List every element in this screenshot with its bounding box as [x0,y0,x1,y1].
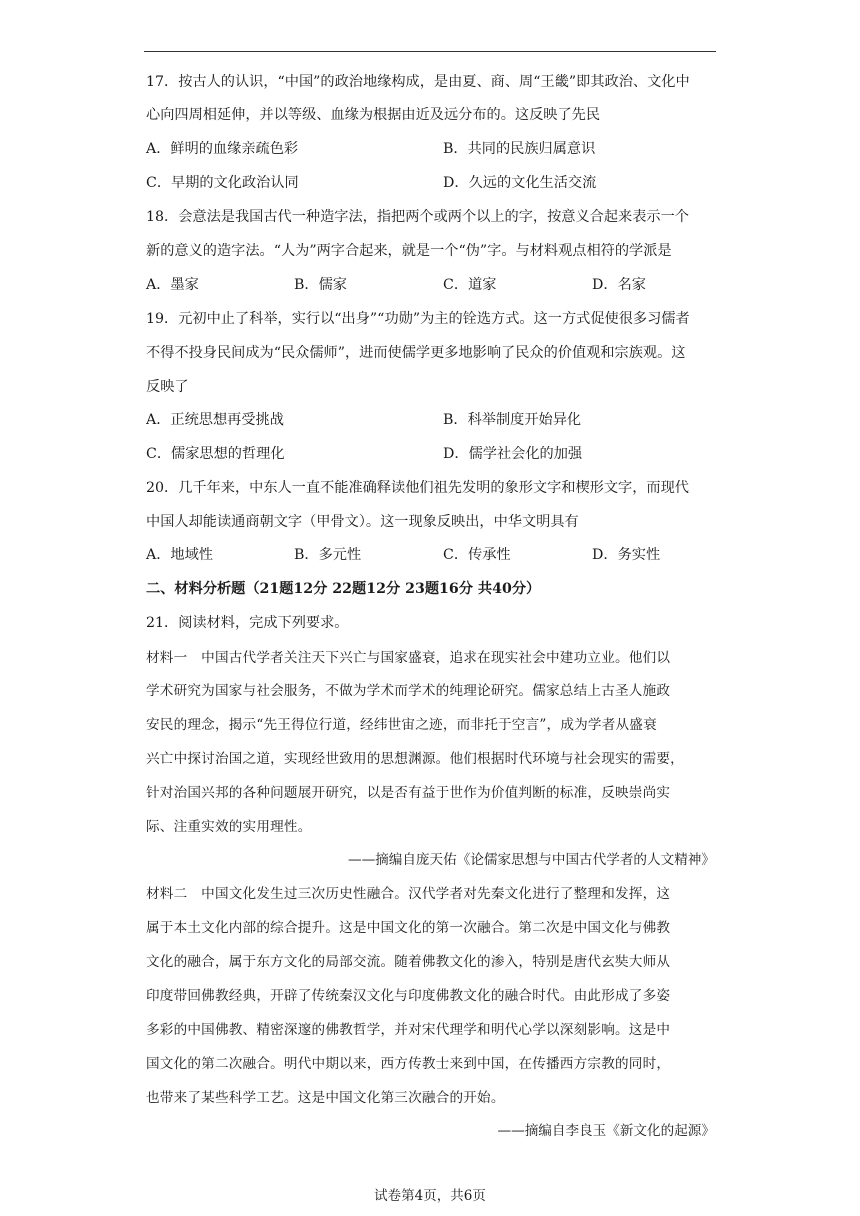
material2-source: ——摘编自李良玉《新文化的起源》 [497,1123,715,1139]
q20-line-2: 中国人却能读通商朝文字（甲骨文）。这一现象反映出，中华文明具有 [146,514,579,530]
q19-line-3: 反映了 [146,379,189,395]
material2-line-2: 属于本土文化内部的综合提升。这是中国文化的第一次融合。第二次是中国文化与佛教 [146,920,671,936]
material1-line-2: 学术研究为国家与社会服务，不做为学术而学术的纯理论研究。儒家总结上古圣人施政 [146,683,671,699]
q19-option-a[interactable]: A．正统思想再受挑战 [146,412,284,428]
q20-option-b[interactable]: B．多元性 [294,547,362,563]
section-2-title: 二、材料分析题（21题12分 22题12分 23题16分 共40分） [146,581,541,597]
q17-option-b[interactable]: B．共同的民族归属意识 [443,141,596,157]
q18-line-2: 新的意义的造字法。“人为”两字合起来，就是一个“伪”字。与材料观点相符的学派是 [146,243,672,259]
q19-line-2: 不得不投身民间成为“民众儒师”，进而使儒学更多地影响了民众的价值观和宗族观。这 [146,345,686,361]
q19-option-b[interactable]: B．科举制度开始异化 [443,412,582,428]
material2-line-4: 印度带回佛教经典，开辟了传统秦汉文化与印度佛教文化的融合时代。由此形成了多姿 [146,988,671,1004]
q20-option-c[interactable]: C．传承性 [443,547,511,563]
material2-line-6: 国文化的第二次融合。明代中期以来，西方传教士来到中国，在传播西方宗教的同时， [146,1056,671,1072]
q18-option-b[interactable]: B．儒家 [294,277,347,293]
page-footer: 试卷第4页，共6页 [374,1188,486,1204]
material1-line-6: 际、注重实效的实用理性。 [146,819,312,835]
q19-line-1: 19．元初中止了科举，实行以“出身”“功勋”为主的铨选方式。这一方式促使很多习儒者 [146,311,690,327]
q17-option-c[interactable]: C．早期的文化政治认同 [146,175,299,191]
q18-option-d[interactable]: D．名家 [592,277,646,293]
q20-line-1: 20．几千年来，中东人一直不能准确释读他们祖先发明的象形文字和楔形文字，而现代 [146,480,689,496]
material2-line-1: 材料二 中国文化发生过三次历史性融合。汉代学者对先秦文化进行了整理和发挥，这 [146,886,671,902]
material2-line-3: 文化的融合，属于东方文化的局部交流。随着佛教文化的渗入，特别是唐代玄奘大师从 [146,954,671,970]
q17-line-1: 17．按古人的认识，“中国”的政治地缘构成，是由夏、商、周“王畿”即其政治、文化中 [146,74,690,90]
q18-option-a[interactable]: A．墨家 [146,277,199,293]
material2-line-7: 也带来了某些科学工艺。这是中国文化第三次融合的开始。 [146,1090,505,1106]
q20-option-d[interactable]: D．务实性 [592,547,661,563]
material1-line-3: 安民的理念，揭示“先王得位行道，经纬世宙之迹，而非托于空言”，成为学者从盛衰 [146,717,657,733]
material1-source: ——摘编自庞天佑《论儒家思想与中国古代学者的人文精神》 [347,852,715,868]
q17-line-2: 心向四周相延伸，并以等级、血缘为根据由近及远分布的。这反映了先民 [146,107,601,123]
q19-option-d[interactable]: D．儒学社会化的加强 [443,446,583,462]
q19-option-c[interactable]: C．儒家思想的哲理化 [146,446,285,462]
material1-line-4: 兴亡中探讨治国之道，实现经世致用的思想渊源。他们根据时代环境与社会现实的需要， [146,751,684,767]
q17-option-d[interactable]: D．久远的文化生活交流 [443,175,597,191]
material1-line-5: 针对治国兴邦的各种问题展开研究，以是否有益于世作为价值判断的标准，反映崇尚实 [146,785,671,801]
q20-option-a[interactable]: A．地域性 [146,547,213,563]
q17-option-a[interactable]: A．鲜明的血缘亲疏色彩 [146,141,299,157]
q21-intro: 21．阅读材料，完成下列要求。 [146,615,349,631]
material1-line-1: 材料一 中国古代学者关注天下兴亡与国家盛衰，追求在现实社会中建功立业。他们以 [146,650,671,666]
header-rule [144,51,716,52]
q18-option-c[interactable]: C．道家 [443,277,497,293]
material2-line-5: 多彩的中国佛教、精密深邃的佛教哲学，并对宋代理学和明代心学以深刻影响。这是中 [146,1022,671,1038]
q18-line-1: 18．会意法是我国古代一种造字法，指把两个或两个以上的字，按意义合起来表示一个 [146,209,689,225]
